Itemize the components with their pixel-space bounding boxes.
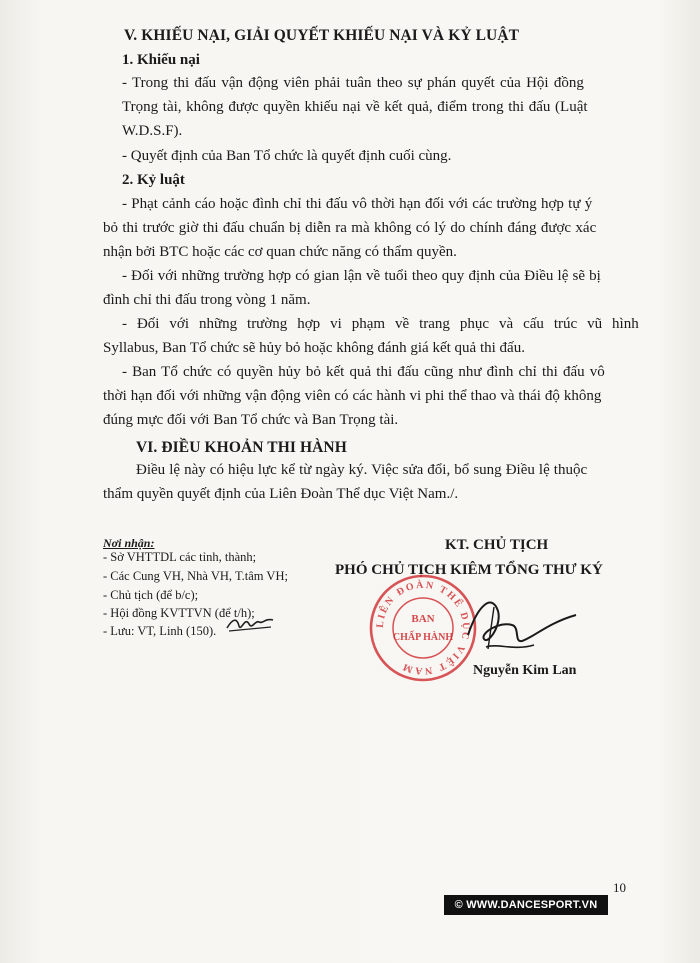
recipient-item: - Các Cung VH, Nhà VH, T.tâm VH; (103, 569, 288, 583)
complaints-para-line-3: W.D.S.F). (122, 123, 183, 139)
recipient-item: - Lưu: VT, Linh (150). (103, 624, 217, 638)
complaints-para-line-2: Trọng tài, không được quyền khiếu nại về kết quả, điểm trong thi đấu (Luật (122, 99, 588, 115)
discipline-para2-line-2: đình chỉ thi đấu trong vòng 1 năm. (103, 292, 311, 308)
svg-text:LIÊN ĐOÀN THỂ DỤC VIỆT NAM (375, 579, 471, 676)
stamp-center-text-2: CHẤP HÀNH (392, 632, 454, 643)
handwritten-signature (458, 585, 588, 665)
signature-kt-line: KT. CHỦ TỊCH (445, 537, 549, 553)
watermark-label: © WWW.DANCESPORT.VN (444, 895, 608, 915)
recipient-item: - Hội đồng KVTTVN (để t/h); (103, 606, 255, 620)
recipients-title: Nơi nhận: (103, 536, 155, 550)
discipline-para3-line-1: - Đối với những trường hợp vi phạm về trang phục và cấu trúc vũ hình (122, 316, 639, 332)
signatory-name: Nguyễn Kim Lan (473, 663, 577, 678)
subsection-discipline-title: 2. Kỷ luật (122, 172, 185, 188)
discipline-para4-line-1: - Ban Tổ chức có quyền hủy bỏ kết quả thi đấu cũng như đình chỉ thi đấu vô (122, 364, 605, 380)
recipient-item: - Sở VHTTDL các tỉnh, thành; (103, 550, 257, 564)
discipline-para4-line-2: thời hạn đối với những vận động viên có các hành vi phi thể thao và thái độ không (103, 388, 602, 404)
initials-signature (225, 612, 277, 634)
execution-para-line-2: thẩm quyền quyết định của Liên Đoàn Thể dục Việt Nam./. (103, 486, 459, 502)
discipline-para1-line-2: bỏ thi trước giờ thi đấu chuẩn bị diễn ra mà không có lý do chính đáng được xác (103, 220, 597, 236)
section-5-title: V. KHIẾU NẠI, GIẢI QUYẾT KHIẾU NẠI VÀ KỶ LUẬT (124, 27, 520, 44)
discipline-para4-line-3: đúng mực đối với Ban Tổ chức và Ban Trọng tài. (103, 412, 399, 428)
discipline-para1-line-1: - Phạt cảnh cáo hoặc đình chỉ thi đấu vô thời hạn đối với các trường hợp tự ý (122, 196, 593, 212)
discipline-para3-line-2: Syllabus, Ban Tổ chức sẽ hủy bỏ hoặc không đánh giá kết quả thi đấu. (103, 340, 525, 356)
stamp-center-text-1: BAN (411, 613, 435, 625)
execution-para-line-1: Điều lệ này có hiệu lực kể từ ngày ký. Việc sửa đổi, bổ sung Điều lệ thuộc (136, 462, 588, 478)
stamp-ring-text: LIÊN ĐOÀN THỂ DỤC VIỆT NAM (374, 579, 472, 677)
subsection-complaints-title: 1. Khiếu nại (122, 52, 200, 68)
section-6-title: VI. ĐIỀU KHOẢN THI HÀNH (136, 439, 347, 456)
discipline-para2-line-1: - Đối với những trường hợp có gian lận về tuổi theo quy định của Điều lệ sẽ bị (122, 268, 601, 284)
recipient-item: - Chủ tịch (để b/c); (103, 588, 199, 602)
final-decision-line: - Quyết định của Ban Tổ chức là quyết định cuối cùng. (122, 148, 452, 164)
page-number: 10 (613, 880, 626, 895)
signatory-title: PHÓ CHỦ TỊCH KIÊM TỔNG THƯ KÝ (335, 562, 603, 578)
complaints-para-line-1: - Trong thi đấu vận động viên phải tuân theo sự phán quyết của Hội đồng (122, 75, 584, 91)
discipline-para1-line-3: nhận bởi BTC hoặc các cơ quan chức năng có thẩm quyền. (103, 244, 457, 260)
